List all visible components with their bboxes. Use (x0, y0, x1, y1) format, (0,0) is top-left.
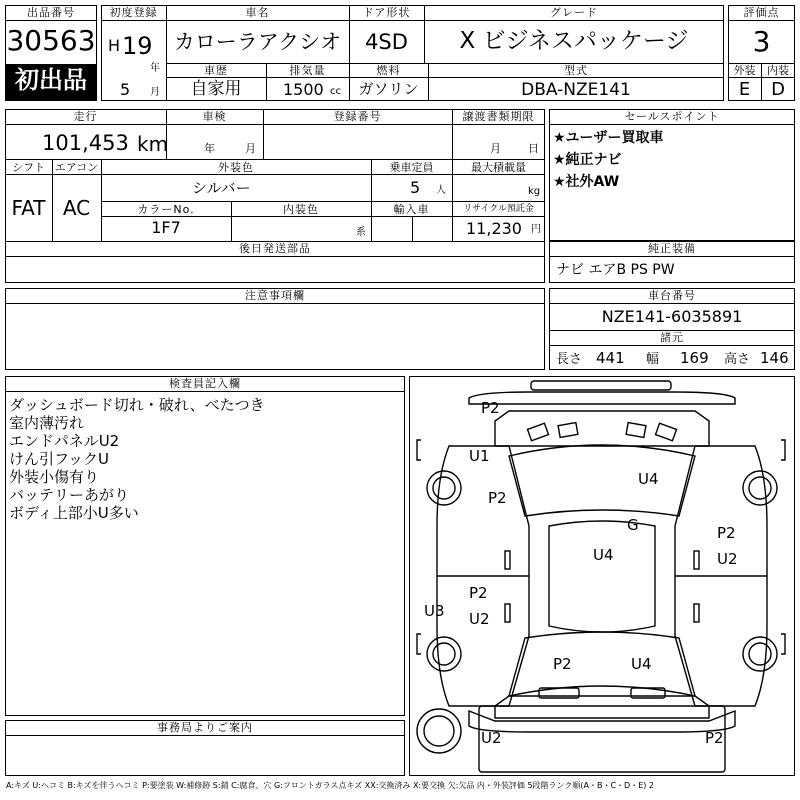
inspector-note: 外装小傷有り (9, 468, 100, 486)
width-label: 幅 (646, 352, 660, 367)
damage-code: P2 (553, 655, 572, 673)
load-unit: kg (528, 186, 541, 197)
colorno-label: カラーNo. (137, 203, 195, 216)
fuel-label: 燃料 (376, 64, 401, 77)
recycle-unit: 円 (531, 224, 541, 235)
inspector-note: バッテリーあがり (9, 486, 130, 504)
registration-month-unit: 月 (150, 87, 160, 98)
capacity: 5 (410, 178, 421, 197)
mileage: 101,453 (42, 131, 129, 155)
first-listing-text: 初出品 (15, 66, 87, 94)
equipment-value: ナビ エアB PS PW (556, 262, 675, 278)
transfer-day-unit: 日 (528, 142, 539, 155)
colorno: 1F7 (151, 218, 181, 237)
mileage-unit: km (137, 132, 169, 156)
history-label: 車歴 (204, 64, 228, 77)
registration-era: H (108, 36, 121, 55)
damage-code: P2 (481, 399, 500, 417)
shift-label: シフト (12, 161, 45, 174)
inspector-note: エンドパネルU2 (9, 432, 120, 450)
lot-label: 出品番号 (27, 6, 75, 19)
displacement-unit: cc (330, 86, 341, 97)
inspector-label: 検査員記入欄 (169, 377, 241, 390)
dims-label: 諸元 (660, 331, 684, 344)
color: シルバー (192, 179, 251, 197)
chassis-number: NZE141-6035891 (601, 307, 743, 326)
damage-code: U2 (481, 729, 502, 747)
registration-year-unit: 年 (150, 63, 160, 74)
damage-code: P2 (488, 489, 507, 507)
car-name-label: 車名 (245, 6, 270, 19)
damage-code: U2 (469, 610, 490, 628)
color-label: 外装色 (218, 161, 254, 174)
grade-label: グレード (550, 6, 598, 19)
sales-point: ★ユーザー買取車 (553, 130, 664, 146)
mileage-label: 走行 (73, 110, 98, 123)
height-value: 146 (760, 349, 789, 367)
score-label: 評価点 (743, 6, 780, 19)
registration-month: 5 (120, 80, 131, 99)
shift: FAT (11, 196, 46, 220)
car-name: カローラアクシオ (173, 30, 342, 54)
car-diagram (409, 376, 795, 776)
width-value: 169 (680, 349, 709, 367)
capacity-unit: 人 (436, 185, 446, 196)
ac-label: エアコン (54, 161, 99, 174)
history: 自家用 (190, 79, 242, 99)
inspection-year-unit: 年 (204, 142, 215, 155)
inspector-note: けん引フックU (9, 450, 109, 468)
damage-code: G (627, 516, 639, 534)
registration-year: 19 (122, 32, 153, 60)
damage-code: P2 (469, 584, 488, 602)
inspector-note: ボディ上部小U多い (9, 504, 139, 522)
damage-code: U3 (424, 602, 445, 620)
door-label: ドア形状 (362, 6, 411, 19)
transfer-month-unit: 月 (490, 142, 501, 155)
sales-point: ★社外AW (553, 174, 620, 190)
caution-label: 注意事項欄 (245, 289, 305, 302)
inspection-label: 車検 (202, 110, 227, 123)
later-parts-label: 後日発送部品 (239, 242, 311, 255)
displacement: 1500 (283, 80, 324, 99)
damage-code: U4 (631, 655, 652, 673)
lot-number: 30563 (6, 24, 96, 57)
displacement-label: 排気量 (289, 64, 326, 77)
inspection-month-unit: 月 (245, 142, 256, 155)
exterior-score: E (738, 79, 751, 100)
regno-label: 登録番号 (333, 110, 382, 123)
fuel: ガソリン (358, 80, 419, 98)
load-label: 最大積載量 (471, 161, 526, 174)
model: DBA-NZE141 (521, 80, 631, 100)
damage-code: U1 (469, 447, 490, 465)
equipment-label: 純正装備 (648, 242, 696, 255)
transfer-label: 譲渡書類期限 (462, 110, 535, 123)
office-label: 事務局よりご案内 (157, 721, 253, 734)
recycle-label: リサイクル預託金 (463, 204, 534, 214)
sales-point: ★純正ナビ (553, 152, 622, 168)
damage-code: U4 (638, 470, 659, 488)
length-value: 441 (596, 349, 625, 367)
interior-label: 内装 (767, 64, 789, 77)
ac: AC (62, 196, 91, 220)
grade: X ビジネスパッケージ (459, 28, 689, 54)
inspector-note: ダッシュボード切れ・破れ、べたつき (9, 396, 265, 414)
height-label: 高さ (724, 352, 751, 367)
capacity-label: 乗車定員 (389, 161, 434, 174)
registration-label: 初度登録 (109, 6, 158, 19)
damage-code: U2 (717, 550, 738, 568)
recycle-amount: 11,230 (466, 219, 522, 238)
score-value: 3 (752, 25, 771, 58)
import-label: 輸入車 (393, 203, 430, 216)
damage-code: P2 (705, 729, 724, 747)
damage-code: U4 (593, 546, 614, 564)
sales-label: セールスポイント (624, 110, 720, 123)
exterior-label: 外装 (733, 64, 756, 77)
interior-color-unit: 系 (356, 227, 366, 238)
model-label: 型式 (564, 64, 588, 77)
chassis-label: 車台番号 (648, 289, 696, 302)
door-type: 4SD (365, 30, 408, 54)
interior-color-label: 内装色 (283, 203, 319, 216)
legend: A:キズ U:ヘコミ B:キズを伴うヘコミ P:要塗装 W:補修跡 S:錆 C:腐食、穴 G:フロントガラス点キズ XX:交換済み X:要交換 欠:欠品 内・外装評価 5段階ランク順(A・B・C・D・E) 2 (6, 781, 655, 790)
damage-code: P2 (717, 524, 736, 542)
length-label: 長さ (556, 352, 583, 367)
inspector-note: 室内薄汚れ (9, 414, 85, 432)
interior-score: D (771, 79, 785, 100)
